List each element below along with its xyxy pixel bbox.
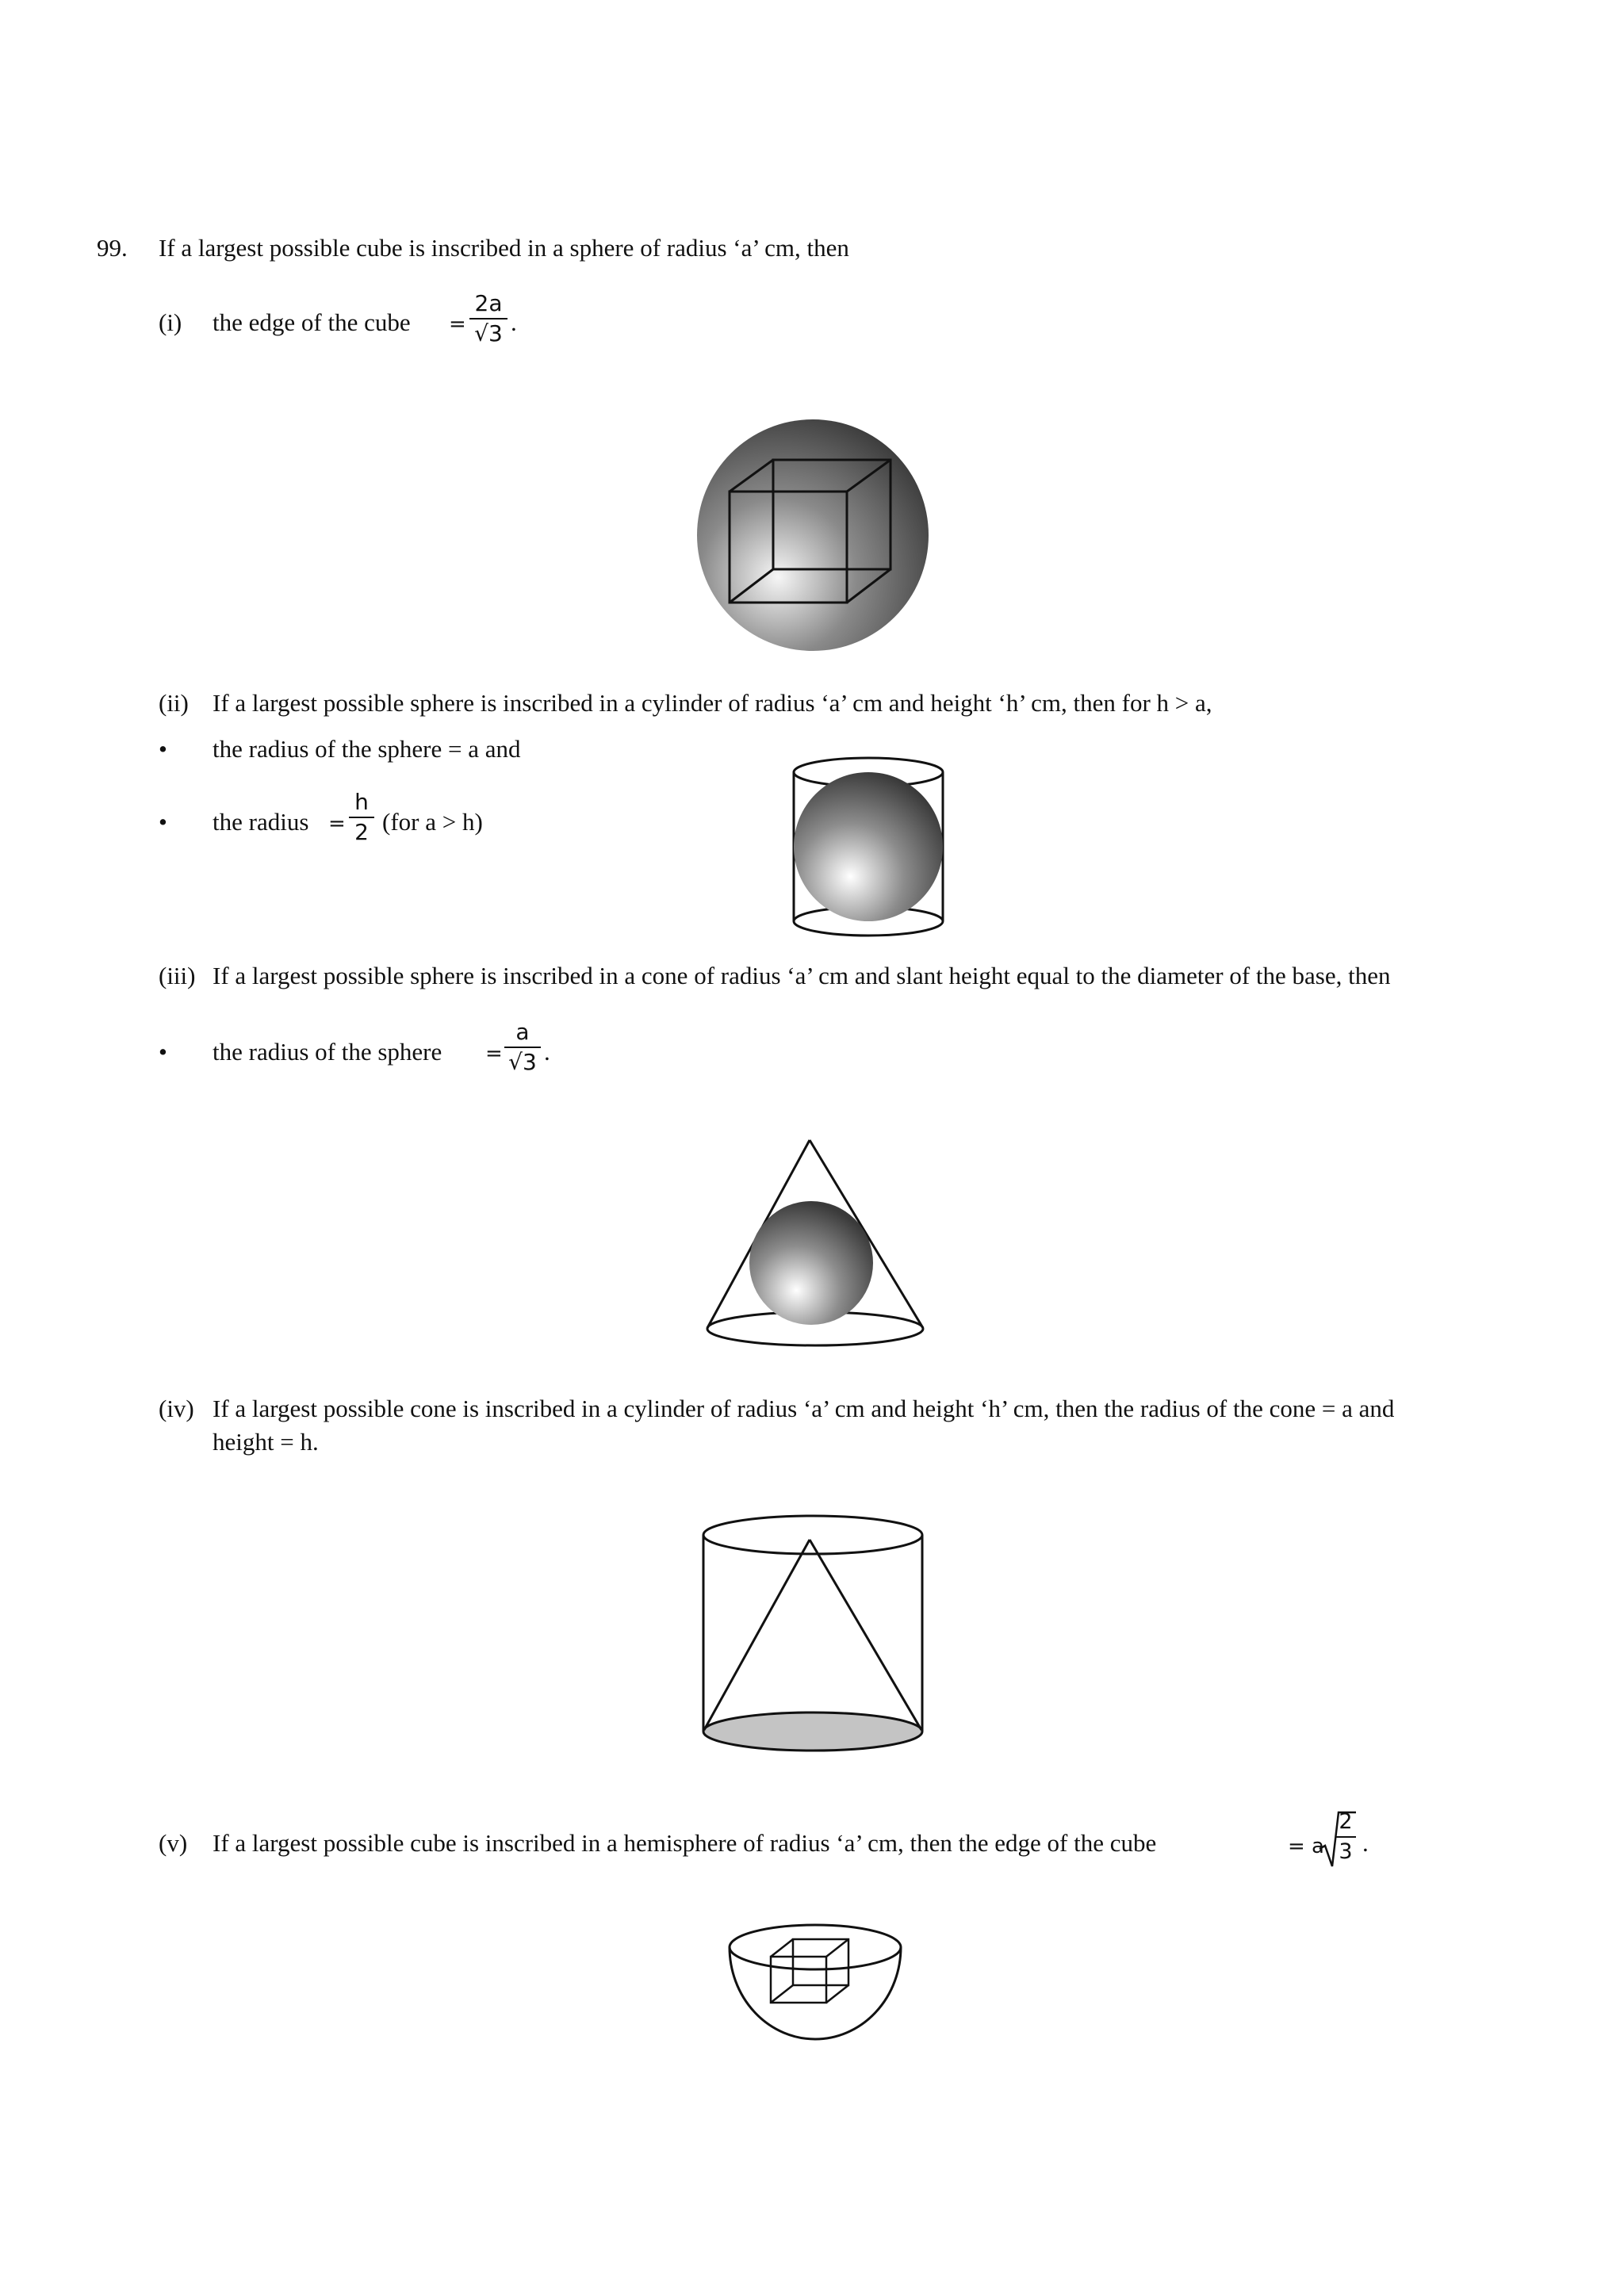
cube-in-hemisphere-figure — [723, 1919, 907, 2045]
question-intro: If a largest possible cube is inscribed in a sphere of radius ‘a’ cm, then — [159, 234, 849, 262]
fraction-bar — [349, 817, 374, 818]
cone-outline — [704, 1540, 921, 1730]
cube-in-sphere-figure — [690, 412, 936, 658]
part-iii-period: . — [544, 1038, 550, 1066]
fraction-bar — [1335, 1836, 1356, 1838]
part-ii-equals: = — [328, 812, 346, 836]
cylinder-outline — [703, 1516, 922, 1732]
fraction-bar — [469, 318, 508, 320]
hemisphere-outline — [730, 1925, 901, 2039]
bullet: • — [159, 735, 167, 763]
part-ii-numerator: h — [354, 789, 369, 815]
part-iii-equals: = — [485, 1042, 503, 1066]
part-ii-label: (ii) — [159, 689, 189, 717]
part-v-label: (v) — [159, 1829, 188, 1857]
part-v-period: . — [1362, 1829, 1369, 1857]
part-iii-numerator: a — [515, 1019, 530, 1045]
part-iii-fraction — [504, 1020, 541, 1075]
part-i-period: . — [511, 308, 517, 336]
part-i-text: the edge of the cube — [213, 308, 411, 336]
sphere-shape — [697, 419, 929, 651]
cube-wireframe — [771, 1939, 848, 2003]
part-ii-text: If a largest possible sphere is inscribed in a cylinder of radius ‘a’ cm and height ‘h’ cm, then for h > a, — [213, 689, 1212, 717]
bullet: • — [159, 808, 167, 836]
part-iii-text: If a largest possible sphere is inscribed in a cone of radius ‘a’ cm and slant height equal to the diameter of the base, then — [213, 962, 1391, 989]
part-iv-label: (iv) — [159, 1395, 194, 1422]
sphere-shape — [794, 772, 943, 921]
sphere-in-cylinder-figure — [785, 753, 952, 943]
part-ii-condition: (for a > h) — [382, 808, 483, 836]
sphere-shape — [749, 1201, 873, 1325]
part-v-numerator: 2 — [1339, 1809, 1353, 1834]
part-i-numerator: 2a — [474, 290, 503, 316]
part-v-equals: = a — [1288, 1835, 1324, 1858]
part-iv-line2: height = h. — [213, 1428, 319, 1456]
part-i-denominator: √3 — [474, 320, 503, 346]
part-v-text: If a largest possible cube is inscribed in a hemisphere of radius ‘a’ cm, then the edge of the cube — [213, 1829, 1157, 1857]
part-iii-denominator: √3 — [508, 1049, 537, 1075]
part-i-fraction — [469, 291, 508, 346]
part-iii-bullet-text: the radius of the sphere — [213, 1038, 442, 1066]
cone-base-shape — [703, 1712, 922, 1751]
bullet: • — [159, 1038, 167, 1066]
fraction-bar — [504, 1047, 541, 1048]
part-ii-fraction — [349, 790, 374, 845]
part-iii-label: (iii) — [159, 962, 196, 989]
part-v-denominator: 3 — [1339, 1839, 1353, 1864]
part-ii-denominator: 2 — [354, 819, 369, 845]
question-number: 99. — [97, 234, 128, 262]
part-ii-bullet1: the radius of the sphere = a and — [213, 735, 521, 763]
part-i-label: (i) — [159, 308, 182, 336]
part-iv-line1: If a largest possible cone is inscribed in a cylinder of radius ‘a’ cm and height ‘h’ cm, then the radius of the cone = a and — [213, 1395, 1395, 1422]
part-i-equals: = — [449, 312, 466, 336]
sphere-in-cone-figure — [698, 1134, 928, 1356]
part-v-fraction — [1335, 1809, 1356, 1865]
cone-in-cylinder-figure — [696, 1506, 929, 1760]
part-ii-bullet2-text: the radius — [213, 808, 309, 836]
